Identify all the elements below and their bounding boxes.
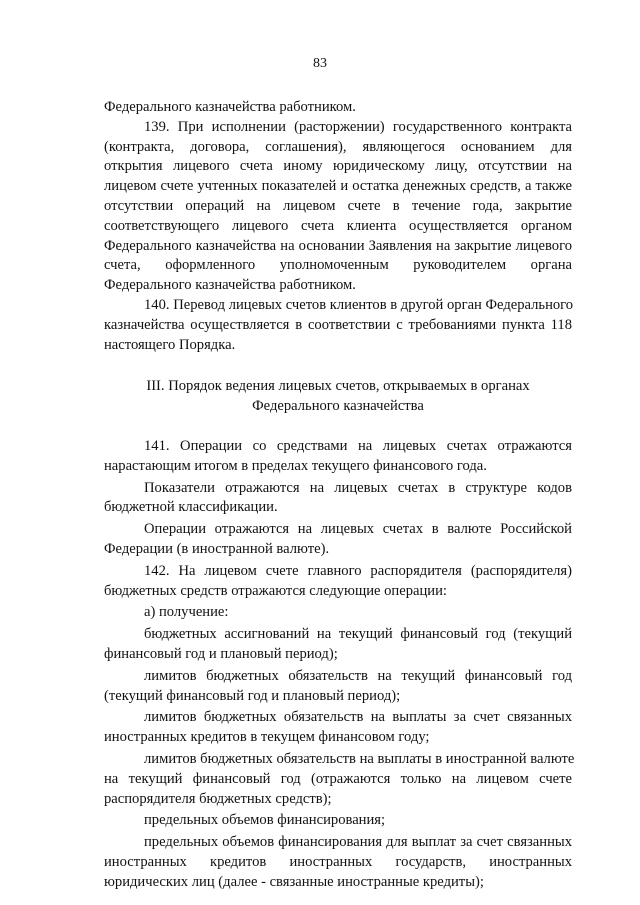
paragraph-139 <box>104 118 572 296</box>
paragraph-141-indicators <box>104 479 572 519</box>
text-line: распорядителя бюджетных средств); <box>104 790 332 807</box>
text-line: а) получение: <box>144 604 229 621</box>
text-line: 141. Операции со средствами на лицевых счетах отражаются <box>144 437 572 454</box>
text-line: иностранных кредитов в текущем финансовом году; <box>104 729 430 746</box>
text-line: бюджетной классификации. <box>104 499 278 516</box>
text-line: Показатели отражаются на лицевых счетах в структуре кодов <box>144 479 572 496</box>
paragraph-continuation <box>104 98 572 118</box>
text-line: (контракта, договора, соглашения), являющегося основанием для <box>104 138 572 155</box>
text-line: открытия лицевого счета иному юридическому лицу, отсутствии на <box>104 158 572 175</box>
text-line: предельных объемов финансирования для выплат за счет связанных <box>144 834 572 851</box>
text-line: предельных объемов финансирования; <box>144 812 386 829</box>
text-line: на текущий финансовый год (отражаются только на лицевом счете <box>104 770 572 787</box>
paragraph-141-currency <box>104 520 572 560</box>
text-line: нарастающим итогом в пределах текущего финансового года. <box>104 457 487 474</box>
text-line: лимитов бюджетных обязательств на выплаты за счет связанных <box>144 709 572 726</box>
list-item-a <box>104 603 572 623</box>
text-line: отсутствии операций на лицевом счете в течение года, закрытие <box>104 197 572 214</box>
text-line: Федерального казначейства работником. <box>104 99 356 115</box>
document-body <box>104 98 575 892</box>
text-line: бюджетных ассигнований на текущий финансовый год (текущий <box>144 626 572 643</box>
page-number: 83 <box>313 56 327 71</box>
heading-line: III. Порядок ведения лицевых счетов, открываемых в органах <box>146 378 530 395</box>
text-line: казначейства осуществляется в соответствии с требованиями пункта 118 <box>104 316 572 333</box>
text-line: Операции отражаются на лицевых счетах в валюте Российской <box>144 521 572 538</box>
text-line: юридических лиц (далее - связанные иностранные кредиты); <box>104 873 484 890</box>
paragraph-142 <box>104 562 572 602</box>
text-line: Федерального казначейства на основании Заявления на закрытие лицевого <box>104 237 572 254</box>
list-item-foreign-currency-limits <box>104 750 575 809</box>
text-line: Федерации (в иностранной валюте). <box>104 540 330 557</box>
text-line: счета, оформленного уполномоченным руководителем органа <box>104 257 572 274</box>
list-item-funding-foreign-credits <box>104 833 572 892</box>
text-line: Федерального казначейства работником. <box>104 277 356 294</box>
section-heading <box>104 377 572 417</box>
text-line: иностранных кредитов иностранных государств, иностранных <box>104 853 572 870</box>
text-line: финансовый год и плановый период); <box>104 645 338 662</box>
text-line: лимитов бюджетных обязательств на выплаты в иностранной валюте <box>144 750 575 767</box>
list-item-obligation-limits <box>104 667 572 707</box>
paragraph-141 <box>104 437 572 477</box>
heading-line: Федерального казначейства <box>252 398 424 415</box>
text-line: 142. На лицевом счете главного распорядителя (распорядителя) <box>144 562 572 579</box>
text-line: 140. Перевод лицевых счетов клиентов в другой орган Федерального <box>144 296 574 313</box>
paragraph-140 <box>104 296 572 355</box>
text-line: настоящего Порядка. <box>104 336 236 353</box>
text-line: (текущий финансовый год и плановый период); <box>104 687 401 704</box>
text-line: соответствующего лицевого счета клиента осуществляется органом <box>104 217 572 234</box>
list-item-budget-allocations <box>104 625 572 665</box>
text-line: бюджетных средств отражаются следующие операции: <box>104 582 447 599</box>
list-item-funding-volumes <box>104 811 572 831</box>
text-line: лимитов бюджетных обязательств на текущий финансовый год <box>144 667 572 684</box>
text-line: 139. При исполнении (расторжении) государственного контракта <box>144 118 572 135</box>
text-line: лицевом счете учтенных показателей и остатка денежных средств, а также <box>104 178 572 195</box>
list-item-foreign-credit-limits <box>104 708 572 748</box>
